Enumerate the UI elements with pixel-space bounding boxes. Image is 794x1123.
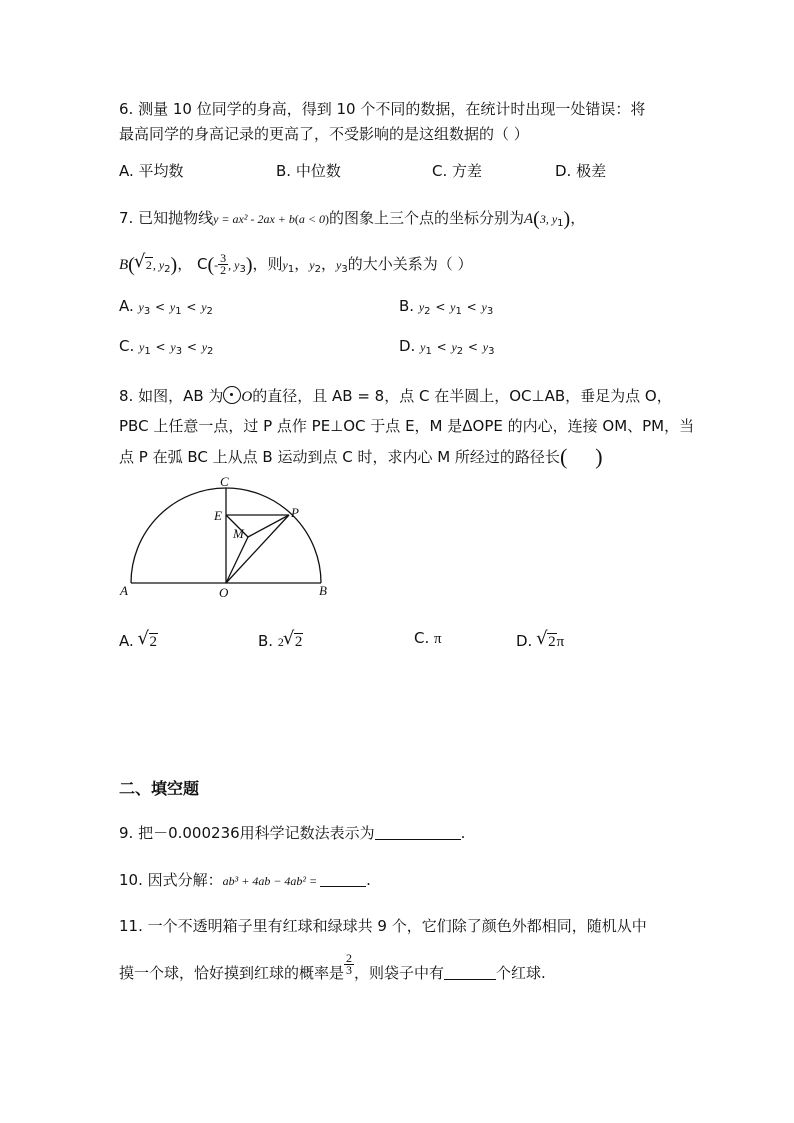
q6-option-a: A. 平均数: [119, 162, 184, 180]
q6-option-d: D. 极差: [555, 162, 607, 180]
q7-line1: 7. 已知抛物线y = ax² - 2ax + b(a < 0)的图象上三个点的坐标分别为A(3, $y_1$)，: [119, 208, 586, 230]
label-c: C: [220, 475, 229, 489]
q7-function: y = ax² - 2ax + b: [213, 212, 295, 226]
q7-option-d: D. $y_1 < y_2 < y_3$: [399, 337, 495, 357]
label-e: E: [214, 508, 222, 523]
q8-option-d: D. √ 2π: [516, 631, 564, 652]
q7-point-b: B: [119, 257, 129, 273]
label-p: P: [291, 505, 299, 520]
q11-blank: [444, 965, 496, 980]
q7-option-a: A. $y_3 < y_1 < y_2$: [119, 297, 213, 317]
q6-option-c: C. 方差: [432, 162, 483, 180]
q7-prefix: 7. 已知抛物线: [119, 209, 214, 227]
circle-dot-icon: [223, 386, 241, 404]
label-m: M: [233, 526, 244, 541]
label-b: B: [319, 583, 327, 598]
q7-point-a-coord: 3, y: [539, 212, 558, 226]
q8-option-b: B. 2√ 2: [258, 631, 303, 652]
q7-point-c: C: [197, 255, 208, 273]
segment-pm: [248, 515, 289, 537]
sqrt-icon: √ 2: [537, 631, 557, 652]
q10-expression: ab³ + 4ab − 4ab² =: [222, 874, 321, 888]
q8-line1: 8. 如图，AB 为 O的直径，且 AB = 8，点 C 在半圆上，OC⊥AB，垂足为点 O，: [119, 387, 672, 405]
q9-blank: [375, 825, 461, 840]
q6-line1: 6. 测量 10 位同学的身高，得到 10 个不同的数据，在统计时出现一处错误：将: [119, 100, 646, 118]
q7-line2: B(√ 2, $y_2$)， C(- $\frac{3}{2}$ , $y_3$)，则$y_1$，$y_2$，$y_3$的大小关系为（ ）: [119, 253, 472, 280]
q11-fraction: $\frac{2}{3}$: [346, 951, 353, 977]
q10-line: 10. 因式分解：ab³ + 4ab − 4ab² = .: [119, 871, 371, 889]
q7-point-c-fraction: $\frac{3}{2}$: [220, 251, 227, 277]
q7-option-c: C. $y_1 < y_3 < y_2$: [119, 337, 214, 357]
q7-point-a: A: [524, 211, 534, 227]
section-heading: 二、填空题: [119, 779, 200, 798]
q8-line2: PBC 上任意一点，过 P 点作 PE⊥OC 于点 E，M 是ΔOPE 的内心，连接 OM、PM，当: [119, 417, 695, 435]
q6-line2: 最高同学的身高记录的更高了，不受影响的是这组数据的（ ）: [119, 125, 529, 143]
q11-line1: 11. 一个不透明箱子里有红球和绿球共 9 个，它们除了颜色外都相同，随机从中: [119, 917, 647, 935]
q7-tail: 的大小关系为（ ）: [347, 255, 473, 273]
sqrt-icon: √ 2: [135, 254, 153, 275]
sqrt-icon: √ 2: [284, 631, 304, 652]
q7-mid: 的图象上三个点的坐标分别为: [328, 209, 524, 227]
q8-figure: [115, 475, 335, 605]
q7-option-b: B. $y_2 < y_1 < y_3$: [399, 297, 494, 317]
q8-line3: 点 P 在弧 BC 上从点 B 运动到点 C 时，求内心 M 所经过的路径长( ): [119, 444, 603, 469]
segment-om: [226, 537, 248, 583]
q7-condition: a < 0: [298, 212, 325, 226]
q8-option-c: C. π: [414, 629, 442, 647]
label-o: O: [219, 585, 229, 600]
q8-option-a: A. √ 2: [119, 631, 158, 652]
q6-option-b: B. 中位数: [276, 162, 341, 180]
q9-line: 9. 把－0.000236用科学记数法表示为 .: [119, 824, 466, 842]
q11-line2: 摸一个球，恰好摸到红球的概率是 $\frac{2}{3}$ ，则袋子中有 个红球.: [119, 951, 546, 982]
sqrt-icon: √ 2: [139, 631, 159, 652]
q10-blank: [320, 872, 366, 887]
label-a: A: [120, 583, 128, 598]
